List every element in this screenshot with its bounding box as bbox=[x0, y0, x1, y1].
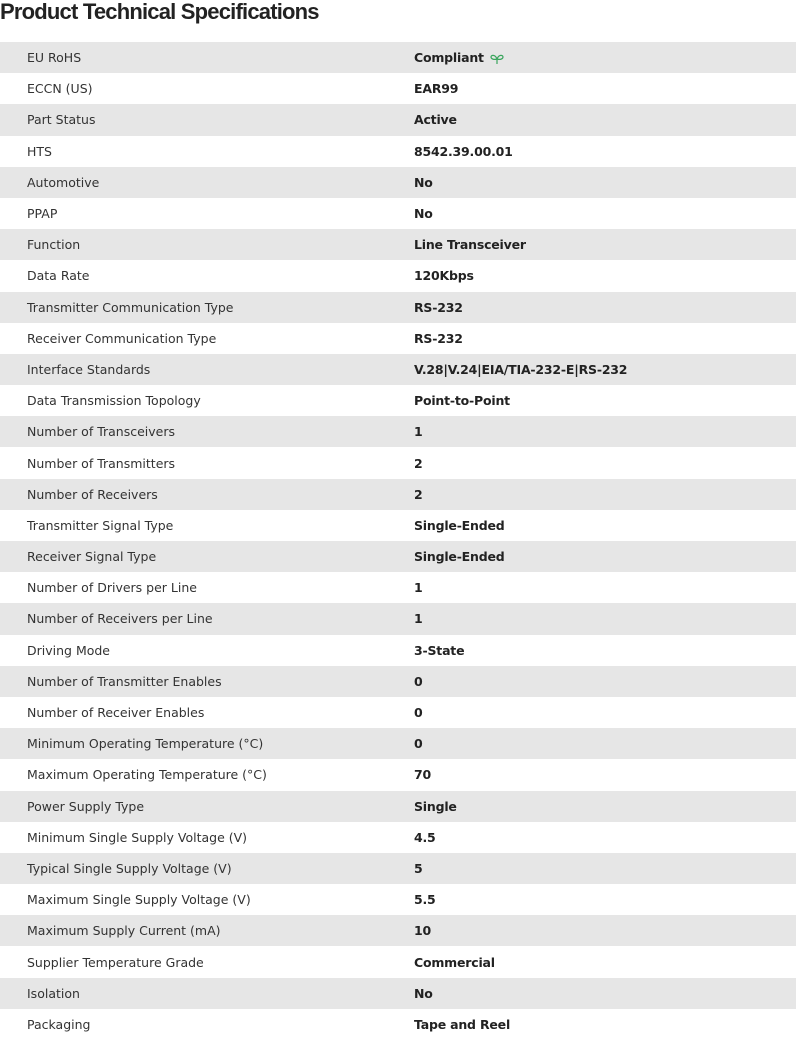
spec-value-cell bbox=[414, 354, 796, 385]
spec-value: Single bbox=[414, 798, 457, 814]
spec-value-cell bbox=[414, 884, 796, 915]
spec-row bbox=[0, 323, 796, 354]
spec-label: Supplier Temperature Grade bbox=[0, 946, 414, 977]
spec-value: 4.5 bbox=[414, 829, 436, 845]
spec-row bbox=[0, 104, 796, 135]
spec-row bbox=[0, 822, 796, 853]
spec-value: 120Kbps bbox=[414, 268, 474, 284]
spec-label: Number of Receivers bbox=[0, 479, 414, 510]
spec-value-cell bbox=[414, 136, 796, 167]
spec-value: 10 bbox=[414, 923, 431, 939]
spec-label: Function bbox=[0, 229, 414, 260]
spec-row bbox=[0, 416, 796, 447]
spec-value: Single-Ended bbox=[414, 517, 505, 533]
spec-value: Active bbox=[414, 112, 457, 128]
spec-value: 8542.39.00.01 bbox=[414, 143, 513, 159]
spec-label: Transmitter Communication Type bbox=[0, 292, 414, 323]
spec-row bbox=[0, 42, 796, 73]
spec-label: Typical Single Supply Voltage (V) bbox=[0, 853, 414, 884]
spec-value: V.28|V.24|EIA/TIA-232-E|RS-232 bbox=[414, 361, 628, 377]
spec-value: 2 bbox=[414, 486, 423, 502]
spec-value-cell bbox=[414, 479, 796, 510]
spec-label: Number of Receivers per Line bbox=[0, 603, 414, 634]
spec-value: 1 bbox=[414, 611, 423, 627]
spec-row bbox=[0, 447, 796, 478]
spec-row bbox=[0, 884, 796, 915]
spec-value-cell bbox=[414, 822, 796, 853]
spec-label: EU RoHS bbox=[0, 42, 414, 73]
spec-row bbox=[0, 603, 796, 634]
spec-label: Automotive bbox=[0, 167, 414, 198]
spec-value-cell bbox=[414, 728, 796, 759]
spec-value-cell bbox=[414, 260, 796, 291]
spec-row bbox=[0, 510, 796, 541]
spec-value: 5.5 bbox=[414, 892, 436, 908]
spec-value-cell bbox=[414, 104, 796, 135]
spec-row bbox=[0, 946, 796, 977]
spec-label: Isolation bbox=[0, 978, 414, 1009]
spec-row bbox=[0, 292, 796, 323]
spec-label: Minimum Single Supply Voltage (V) bbox=[0, 822, 414, 853]
spec-value: 5 bbox=[414, 860, 423, 876]
spec-value: RS-232 bbox=[414, 330, 463, 346]
spec-row bbox=[0, 853, 796, 884]
spec-value-cell bbox=[414, 635, 796, 666]
spec-value-cell bbox=[414, 946, 796, 977]
spec-row bbox=[0, 1009, 796, 1040]
spec-row bbox=[0, 759, 796, 790]
spec-value-cell bbox=[414, 791, 796, 822]
spec-value: Tape and Reel bbox=[414, 1016, 511, 1032]
spec-value: Commercial bbox=[414, 954, 495, 970]
spec-label: Maximum Supply Current (mA) bbox=[0, 915, 414, 946]
spec-row bbox=[0, 697, 796, 728]
leaf-icon bbox=[490, 53, 504, 65]
spec-label: Power Supply Type bbox=[0, 791, 414, 822]
spec-value-cell bbox=[414, 416, 796, 447]
spec-label: Number of Transceivers bbox=[0, 416, 414, 447]
spec-value-cell bbox=[414, 198, 796, 229]
spec-value-cell bbox=[414, 385, 796, 416]
spec-row bbox=[0, 354, 796, 385]
spec-row bbox=[0, 915, 796, 946]
spec-value-cell bbox=[414, 167, 796, 198]
spec-row bbox=[0, 666, 796, 697]
page-title: Product Technical Specifications bbox=[0, 0, 319, 24]
spec-value: 0 bbox=[414, 673, 423, 689]
spec-value: Compliant bbox=[414, 50, 484, 66]
spec-value-cell bbox=[414, 853, 796, 884]
spec-value-cell bbox=[414, 697, 796, 728]
spec-label: Data Rate bbox=[0, 260, 414, 291]
spec-value-cell bbox=[414, 42, 796, 73]
spec-value-cell bbox=[414, 978, 796, 1009]
spec-value: 0 bbox=[414, 736, 423, 752]
spec-value-cell bbox=[414, 292, 796, 323]
spec-row bbox=[0, 978, 796, 1009]
spec-row bbox=[0, 728, 796, 759]
spec-label: Data Transmission Topology bbox=[0, 385, 414, 416]
spec-value-cell bbox=[414, 1009, 796, 1040]
spec-value-cell bbox=[414, 541, 796, 572]
spec-value-cell bbox=[414, 915, 796, 946]
spec-row bbox=[0, 260, 796, 291]
spec-label: HTS bbox=[0, 136, 414, 167]
spec-row bbox=[0, 479, 796, 510]
spec-row bbox=[0, 73, 796, 104]
spec-value: Point-to-Point bbox=[414, 393, 510, 409]
spec-row bbox=[0, 385, 796, 416]
spec-value-cell bbox=[414, 229, 796, 260]
spec-value: 1 bbox=[414, 424, 423, 440]
spec-row bbox=[0, 229, 796, 260]
spec-label: Number of Receiver Enables bbox=[0, 697, 414, 728]
spec-label: Transmitter Signal Type bbox=[0, 510, 414, 541]
spec-label: Maximum Operating Temperature (°C) bbox=[0, 759, 414, 790]
spec-value: No bbox=[414, 174, 433, 190]
spec-value-cell bbox=[414, 572, 796, 603]
spec-label: Number of Drivers per Line bbox=[0, 572, 414, 603]
spec-value-cell bbox=[414, 510, 796, 541]
spec-value-cell bbox=[414, 759, 796, 790]
spec-value: RS-232 bbox=[414, 299, 463, 315]
spec-row bbox=[0, 136, 796, 167]
spec-value: 2 bbox=[414, 455, 423, 471]
spec-label: Number of Transmitter Enables bbox=[0, 666, 414, 697]
spec-row bbox=[0, 791, 796, 822]
spec-value-cell bbox=[414, 73, 796, 104]
specifications-table bbox=[0, 42, 796, 1040]
spec-value: EAR99 bbox=[414, 81, 459, 97]
spec-label: Receiver Communication Type bbox=[0, 323, 414, 354]
spec-label: Receiver Signal Type bbox=[0, 541, 414, 572]
spec-label: Driving Mode bbox=[0, 635, 414, 666]
spec-value: 1 bbox=[414, 580, 423, 596]
spec-label: Part Status bbox=[0, 104, 414, 135]
spec-label: PPAP bbox=[0, 198, 414, 229]
spec-row bbox=[0, 198, 796, 229]
spec-value: Line Transceiver bbox=[414, 237, 526, 253]
spec-value-cell bbox=[414, 323, 796, 354]
spec-row bbox=[0, 635, 796, 666]
spec-row bbox=[0, 167, 796, 198]
spec-label: Packaging bbox=[0, 1009, 414, 1040]
spec-value: Single-Ended bbox=[414, 549, 505, 565]
spec-value: No bbox=[414, 985, 433, 1001]
spec-label: ECCN (US) bbox=[0, 73, 414, 104]
spec-label: Number of Transmitters bbox=[0, 447, 414, 478]
spec-row bbox=[0, 541, 796, 572]
spec-value-cell bbox=[414, 447, 796, 478]
spec-value: 0 bbox=[414, 705, 423, 721]
spec-value: No bbox=[414, 206, 433, 222]
spec-label: Maximum Single Supply Voltage (V) bbox=[0, 884, 414, 915]
spec-value: 70 bbox=[414, 767, 431, 783]
spec-value-cell bbox=[414, 666, 796, 697]
spec-value-cell bbox=[414, 603, 796, 634]
spec-label: Minimum Operating Temperature (°C) bbox=[0, 728, 414, 759]
specifications-table-body bbox=[0, 42, 796, 1040]
spec-row bbox=[0, 572, 796, 603]
spec-value: 3-State bbox=[414, 642, 465, 658]
spec-label: Interface Standards bbox=[0, 354, 414, 385]
